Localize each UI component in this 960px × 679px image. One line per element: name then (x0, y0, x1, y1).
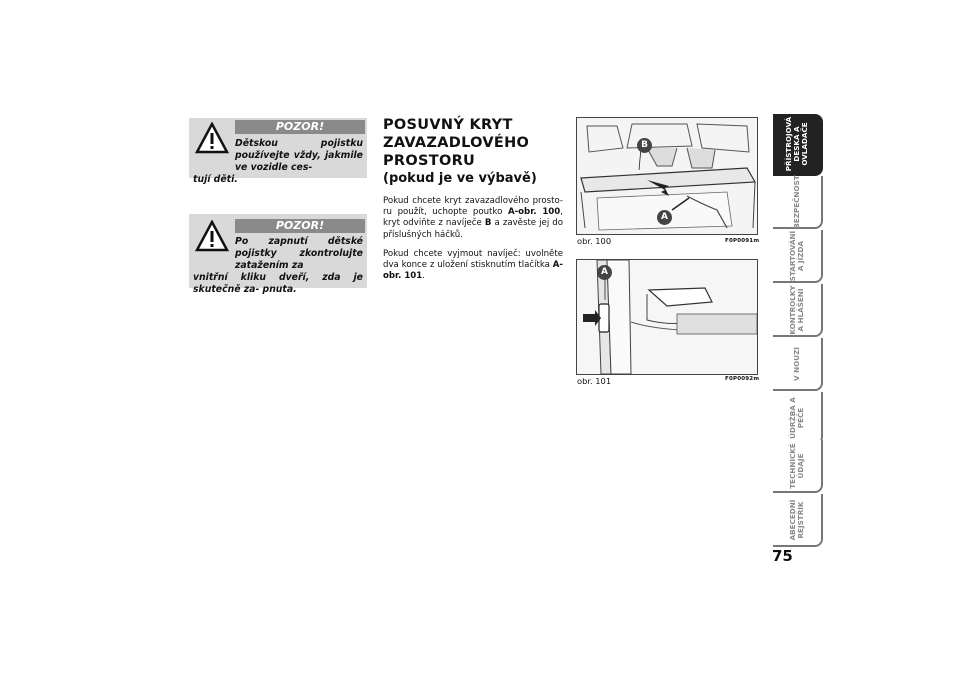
callout-b: B (637, 138, 652, 153)
warning-text (193, 236, 363, 296)
tab-label: KONTROLKY A HLÁŠENÍ (788, 284, 805, 335)
para1-text-b: , kryt odviňte z navíječe (383, 207, 564, 229)
tab-label: PŘÍSTROJOVÁ DESKA A OVLADAČE (784, 116, 809, 172)
tab-technicke-udaje[interactable] (773, 440, 823, 493)
tab-bezpecnost[interactable] (773, 176, 823, 229)
tab-label: BEZPEČNOST (792, 174, 801, 229)
para1-text-c: a zavěste jej do příslušných háčků. (383, 218, 563, 240)
warning-text-indented: Dětskou pojistku používejte vždy, jakmile ve vozidle ces- (235, 138, 363, 173)
tab-startovani[interactable] (773, 230, 823, 283)
title-line-2: ZAVAZADLOVÉHO (383, 135, 530, 151)
warning-box-1 (189, 118, 367, 185)
callout-a: A (657, 210, 672, 225)
para2-text-c: . (422, 271, 425, 282)
para1-text-a: Pokud chcete kryt zavazadlového prosto- ru použít, uchopte poutko (383, 196, 563, 218)
tab-label: ÚDRŽBA A PÉČE (788, 396, 805, 439)
warning-box-2 (189, 214, 367, 295)
paragraph-1 (383, 196, 563, 241)
figure-100-caption: obr. 100 (577, 236, 612, 246)
tab-kontrolky[interactable] (773, 284, 823, 337)
callout-a: A (597, 265, 612, 280)
tab-label: TECHNICKÉ ÚDAJE (788, 442, 805, 489)
tab-label: ABECEDNÍ REJSTŘÍK (788, 499, 805, 540)
warning-text-full: vnitřní kliku dveří, zda je skutečně za- pnuta. (193, 272, 363, 295)
title-line-3: PROSTORU (383, 153, 476, 169)
paragraph-2 (383, 249, 563, 283)
figure-100-code: F0P0091m (725, 238, 760, 244)
title-line-1: POSUVNÝ KRYT (383, 117, 513, 133)
para2-text-a: Pokud chcete vyjmout navíječ: uvolněte dva konce z uložení stisknutím tlačítka (383, 249, 563, 271)
title-subtitle: (pokud je ve výbavě) (383, 171, 537, 186)
tab-pristrojova-deska[interactable] (773, 114, 823, 176)
figure-101 (576, 259, 758, 375)
para1-ref-b: B (484, 218, 492, 229)
figure-101-caption: obr. 101 (577, 376, 612, 386)
figure-100 (576, 117, 758, 235)
para2-ref: A- obr. 101 (383, 260, 563, 282)
tab-abecedni-rejstrik[interactable] (773, 494, 823, 547)
page-number: 75 (772, 547, 793, 565)
figure-101-code: F0P0092m (725, 376, 760, 382)
warning-badge: POZOR! (235, 219, 365, 233)
tab-label: STARTOVÁNÍ A JÍZDA (788, 230, 805, 281)
para1-ref: A-obr. 100 (507, 207, 561, 218)
warning-badge: POZOR! (235, 120, 365, 134)
tab-v-nouzi[interactable] (773, 338, 823, 391)
section-title (383, 116, 563, 188)
warning-text (193, 138, 363, 186)
warning-text-full: tují děti. (193, 174, 238, 185)
tab-udrzba[interactable] (773, 392, 823, 445)
tab-label: V NOUZI (792, 346, 801, 381)
warning-text-indented: Po zapnutí dětské pojistky zkontrolujte zatažením za (235, 236, 363, 271)
